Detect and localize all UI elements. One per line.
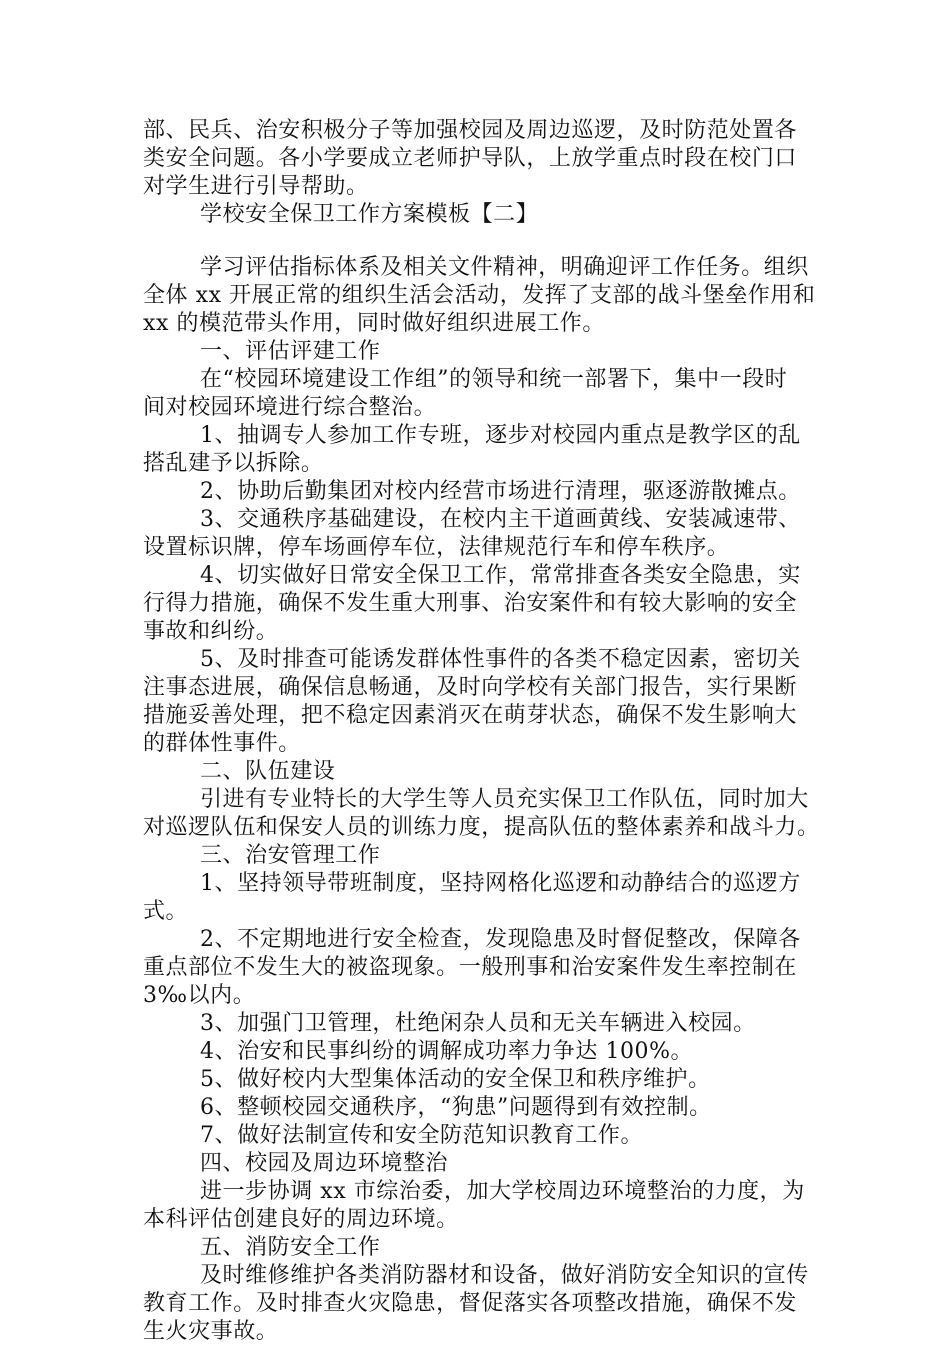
text-line: 注事态进展，确保信息畅通，及时向学校有关部门报告，实行果断: [143, 675, 797, 700]
text-line: 进一步协调 xx 市综治委，加大学校周边环境整治的力度，为: [200, 1179, 805, 1204]
text-line: 4、治安和民事纠纷的调解成功率力争达 100%。: [200, 1039, 694, 1064]
text-line: 学习评估指标体系及相关文件精神，明确迎评工作任务。组织: [200, 255, 809, 280]
text-line: 行得力措施，确保不发生重大刑事、治安案件和有较大影响的安全: [143, 591, 797, 616]
text-line: 本科评估创建良好的周边环境。: [143, 1207, 459, 1232]
heading: 四、校园及周边环境整治: [200, 1151, 449, 1176]
text-line: 6、整顿校园交通秩序，“狗患”问题得到有效控制。: [200, 1095, 712, 1120]
text-line: 部、民兵、治安积极分子等加强校园及周边巡逻，及时防范处置各: [143, 118, 797, 143]
text-line: 式。: [143, 899, 189, 924]
text-line: 间对校园环境进行综合整治。: [143, 395, 437, 420]
text-line: 在“校园环境建设工作组”的领导和统一部署下，集中一段时: [200, 367, 788, 392]
text-line: 搭乱建予以拆除。: [143, 451, 324, 476]
text-line: 措施妥善处理，把不稳定因素消灭在萌芽状态，确保不发生影响大: [143, 703, 797, 728]
text-line: 对学生进行引导帮助。: [143, 174, 369, 199]
text-line: 生火灾事故。: [143, 1319, 279, 1344]
text-line: 事故和纠纷。: [143, 619, 279, 644]
heading: 二、队伍建设: [200, 759, 336, 784]
heading: 三、治安管理工作: [200, 843, 381, 868]
text-line: 3、加强门卫管理，杜绝闲杂人员和无关车辆进入校园。: [200, 1011, 756, 1036]
text-line: 5、做好校内大型集体活动的安全保卫和秩序维护。: [200, 1067, 711, 1092]
text-line: 教育工作。及时排查火灾隐患，督促落实各项整改措施，确保不发: [143, 1291, 797, 1316]
text-line: 2、协助后勤集团对校内经营市场进行清理，驱逐游散摊点。: [200, 479, 801, 504]
text-line: 重点部位不发生大的被盗现象。一般刑事和治安案件发生率控制在: [143, 955, 797, 980]
text-line: 4、切实做好日常安全保卫工作，常常排查各类安全隐患，实: [200, 563, 801, 588]
text-line: 1、坚持领导带班制度，坚持网格化巡逻和动静结合的巡逻方: [200, 871, 801, 896]
text-line: 类安全问题。各小学要成立老师护导队，上放学重点时段在校门口: [143, 146, 797, 171]
text-line: 对巡逻队伍和保安人员的训练力度，提高队伍的整体素养和战斗力。: [143, 815, 820, 840]
text-line: 的群体性事件。: [143, 731, 301, 756]
text-line: 3、交通秩序基础建设，在校内主干道画黄线、安装减速带、: [200, 507, 801, 532]
heading: 五、消防安全工作: [200, 1235, 381, 1260]
text-line: 2、不定期地进行安全检查，发现隐患及时督促整改，保障各: [200, 927, 801, 952]
text-line: 7、做好法制宣传和安全防范知识教育工作。: [200, 1123, 643, 1148]
text-line: 全体 xx 开展正常的组织生活会活动，发挥了支部的战斗堡垒作用和: [143, 283, 816, 308]
text-line: 5、及时排查可能诱发群体性事件的各类不稳定因素，密切关: [200, 647, 801, 672]
heading: 一、评估评建工作: [200, 339, 381, 364]
text-line: xx 的模范带头作用，同时做好组织进展工作。: [143, 311, 605, 336]
text-line: 引进有专业特长的大学生等人员充实保卫工作队伍，同时加大: [200, 787, 809, 812]
text-line: 3‰以内。: [143, 983, 256, 1008]
section-title: 学校安全保卫工作方案模板【二】: [200, 202, 539, 227]
text-line: 设置标识牌，停车场画停车位，法律规范行车和停车秩序。: [143, 535, 730, 560]
text-line: 及时维修维护各类消防器材和设备，做好消防安全知识的宣传: [200, 1263, 809, 1288]
text-line: 1、抽调专人参加工作专班，逐步对校园内重点是教学区的乱: [200, 423, 801, 448]
